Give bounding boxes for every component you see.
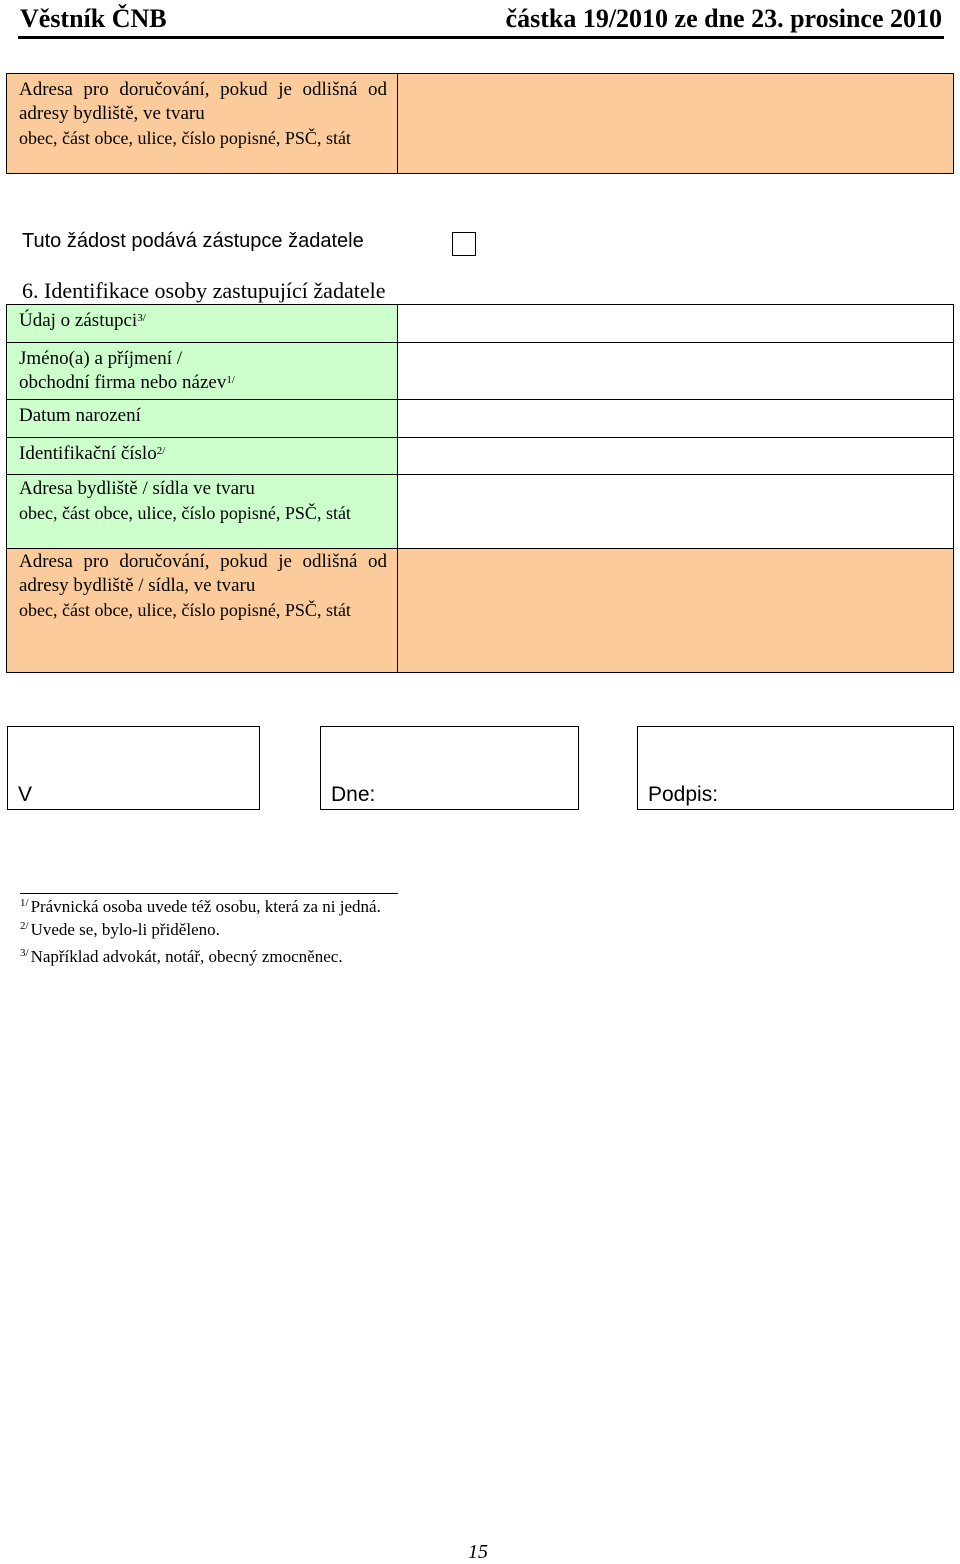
footnote-2	[20, 920, 220, 940]
header-rule	[18, 36, 944, 39]
name-label	[7, 343, 398, 400]
rep-delivery-address-sublabel: obec, část obce, ulice, číslo popisné, PSČ, stát	[19, 600, 351, 620]
footnote-1	[20, 897, 381, 917]
delivery-address-table	[6, 73, 954, 174]
representative-info-field[interactable]	[398, 305, 954, 343]
footnote-ref-2: 2/	[156, 445, 166, 457]
residence-address-field[interactable]	[398, 475, 954, 549]
date-label: Dne:	[331, 783, 376, 806]
representative-statement: Tuto žádost podává zástupce žadatele	[22, 230, 364, 252]
place-box[interactable]	[7, 726, 260, 810]
date-box[interactable]	[320, 726, 579, 810]
residence-address-text: Adresa bydliště / sídla ve tvaru	[19, 478, 255, 499]
rep-delivery-address-field[interactable]	[398, 549, 954, 673]
name-field[interactable]	[398, 343, 954, 400]
delivery-address-sublabel: obec, část obce, ulice, číslo popisné, PSČ, stát	[19, 128, 351, 148]
footnote-1-mark: 1/	[20, 897, 29, 909]
representative-table	[6, 304, 954, 673]
footnote-ref-3: 3/	[137, 312, 146, 324]
footnote-2-mark: 2/	[20, 920, 29, 932]
delivery-address-label	[7, 74, 398, 174]
rep-delivery-address-text: Adresa pro doručování, pokud je odlišná od adresy bydliště / sídla, ve tvaru	[19, 551, 387, 596]
id-number-text: Identifikační číslo	[19, 443, 157, 464]
footnote-ref-1: 1/	[226, 374, 235, 386]
representative-info-text: Údaj o zástupci	[19, 310, 138, 331]
rep-delivery-address-label	[7, 549, 398, 673]
journal-title: Věstník ČNB	[20, 4, 167, 33]
residence-address-sublabel: obec, část obce, ulice, číslo popisné, PSČ, stát	[19, 503, 351, 523]
footnote-2-text: Uvede se, bylo-li přiděleno.	[30, 920, 220, 939]
residence-address-label	[7, 475, 398, 549]
delivery-address-field[interactable]	[398, 74, 954, 174]
name-label-line1: Jméno(a) a příjmení /	[19, 348, 183, 369]
footnote-1-text: Právnická osoba uvede též osobu, která za ni jedná.	[30, 897, 381, 916]
id-number-field[interactable]	[398, 438, 954, 475]
section-6-title: 6. Identifikace osoby zastupující žadatele	[22, 278, 386, 303]
footnote-3	[20, 947, 343, 967]
footnote-rule	[20, 893, 398, 894]
representative-info-label	[7, 305, 398, 343]
issue-info: částka 19/2010 ze dne 23. prosince 2010	[505, 4, 942, 33]
id-number-label	[7, 438, 398, 475]
footnote-3-mark: 3/	[20, 947, 29, 959]
birth-date-label: Datum narození	[7, 400, 398, 438]
page-number: 15	[468, 1541, 488, 1563]
place-label: V	[18, 783, 33, 806]
representative-checkbox[interactable]	[452, 232, 476, 256]
footnote-3-text: Například advokát, notář, obecný zmocněnec.	[30, 947, 343, 966]
delivery-address-label-text: Adresa pro doručování, pokud je odlišná od adresy bydliště, ve tvaru	[19, 79, 387, 124]
birth-date-field[interactable]	[398, 400, 954, 438]
signature-label: Podpis:	[648, 783, 719, 806]
signature-box[interactable]	[637, 726, 954, 810]
name-label-line2: obchodní firma nebo název	[19, 372, 227, 393]
